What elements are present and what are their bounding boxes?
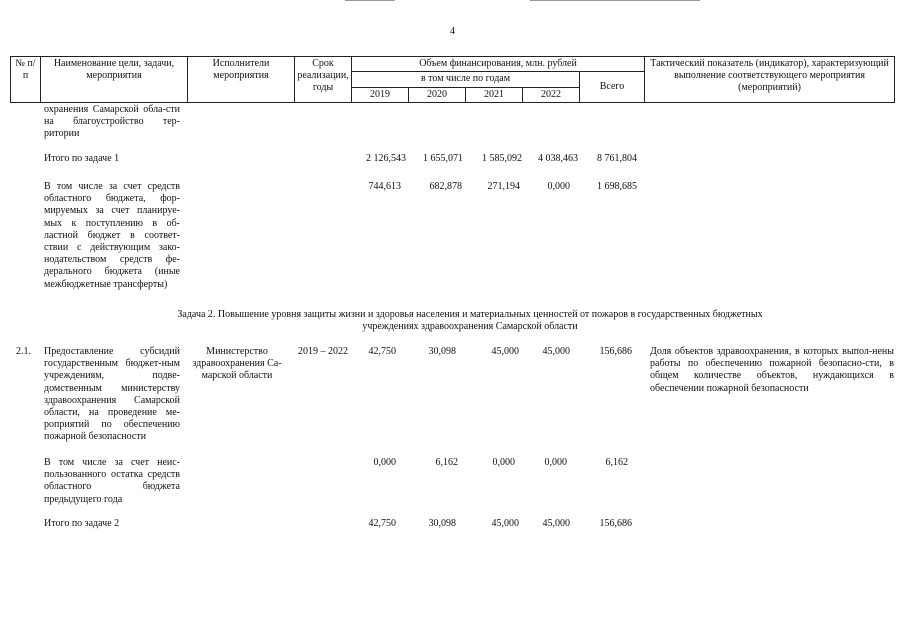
table-header — [10, 56, 895, 103]
scan-mark — [345, 0, 395, 1]
row-total-task2-2022: 45,000 — [542, 518, 570, 529]
item-2-1-2020: 30,098 — [428, 346, 456, 357]
header-total: Всего — [580, 72, 645, 103]
row-regional-budget-2021: 271,194 — [487, 181, 520, 192]
row-total-task1-2020: 1 655,071 — [423, 153, 463, 164]
row-continuation-name: охранения Самарской обла-сти на благоустройство тер-ритории — [44, 104, 180, 140]
row-unused-balance-2020: 6,162 — [435, 457, 458, 468]
row-regional-budget-2019: 744,613 — [368, 181, 401, 192]
row-unused-balance-name: В том числе за счет неис-пользованного остатка средств областного бюджета предыдущего года — [44, 457, 180, 505]
row-unused-balance-2021: 0,000 — [492, 457, 515, 468]
row-total-task2-2020: 30,098 — [428, 518, 456, 529]
header-name: Наименование цели, задачи, мероприятия — [41, 57, 188, 103]
row-unused-balance-2019: 0,000 — [373, 457, 396, 468]
item-2-1-indicator: Доля объектов здравоохранения, в которых выпол-нены работы по обеспечению пожарной безопасно-сти, в общем количестве объектов, нуждающихся в обеспечении пожарной безопасности — [650, 346, 894, 394]
header-year: 2019 — [352, 87, 409, 102]
header-term: Срок реализации, годы — [295, 57, 352, 103]
header-executor: Исполнители мероприятия — [188, 57, 295, 103]
header-by-years: в том числе по годам — [352, 72, 580, 87]
row-regional-budget-name: В том числе за счет средств областного бюджета, фор-мируемых за счет планируе-мых к поступлению в об-ластной бюджет в соответ-ствии с действующим зако-нодательством средств фе-дерального бюджета (иные межбюджетные трансферты) — [44, 181, 180, 290]
header-funding: Объем финансирования, млн. рублей — [352, 57, 645, 72]
row-total-task1-2019: 2 126,543 — [366, 153, 406, 164]
row-total-task1-name: Итого по задаче 1 — [44, 153, 120, 164]
row-total-task1-2021: 1 585,092 — [482, 153, 522, 164]
header-num: № п/п — [11, 57, 41, 103]
row-total-task2-2019: 42,750 — [368, 518, 396, 529]
item-2-1-total: 156,686 — [599, 346, 632, 357]
row-regional-budget-2022: 0,000 — [547, 181, 570, 192]
row-total-task1-2022: 4 038,463 — [538, 153, 578, 164]
row-total-task1-total: 8 761,804 — [597, 153, 637, 164]
row-regional-budget-2020: 682,878 — [429, 181, 462, 192]
row-unused-balance-2022: 0,000 — [544, 457, 567, 468]
task2-title: Задача 2. Повышение уровня защиты жизни и здоровья населения и материальных ценностей от пожаров в государственных бюджетных учреждениях здравоохранения Самарской области — [177, 309, 763, 332]
row-total-task2-name: Итого по задаче 2 — [44, 518, 120, 529]
header-year: 2020 — [409, 87, 466, 102]
item-2-1-2022: 45,000 — [542, 346, 570, 357]
header-year: 2021 — [466, 87, 523, 102]
row-unused-balance-total: 6,162 — [605, 457, 628, 468]
item-2-1-name: Предоставление субсидий государственным бюджет-ным учреждениям, подве-домственным министерству здравоохранения Самарской области, на проведение ме-роприятий по обеспечению пожарной безопасности — [44, 346, 180, 443]
header-indicator: Тактический показатель (индикатор), характеризующий выполнение соответствующего мероприятия (мероприятий) — [645, 57, 895, 103]
page-number: 4 — [450, 26, 455, 37]
item-2-1-term: 2019 – 2022 — [298, 346, 348, 357]
row-total-task2-total: 156,686 — [599, 518, 632, 529]
item-2-1-2019: 42,750 — [368, 346, 396, 357]
item-2-1-number: 2.1. — [16, 346, 31, 357]
header-year: 2022 — [523, 87, 580, 102]
item-2-1-2021: 45,000 — [491, 346, 519, 357]
item-2-1-executor: Министерство здравоохранения Са-марской области — [192, 346, 282, 382]
scan-mark — [530, 0, 700, 1]
row-total-task2-2021: 45,000 — [491, 518, 519, 529]
row-regional-budget-total: 1 698,685 — [597, 181, 637, 192]
